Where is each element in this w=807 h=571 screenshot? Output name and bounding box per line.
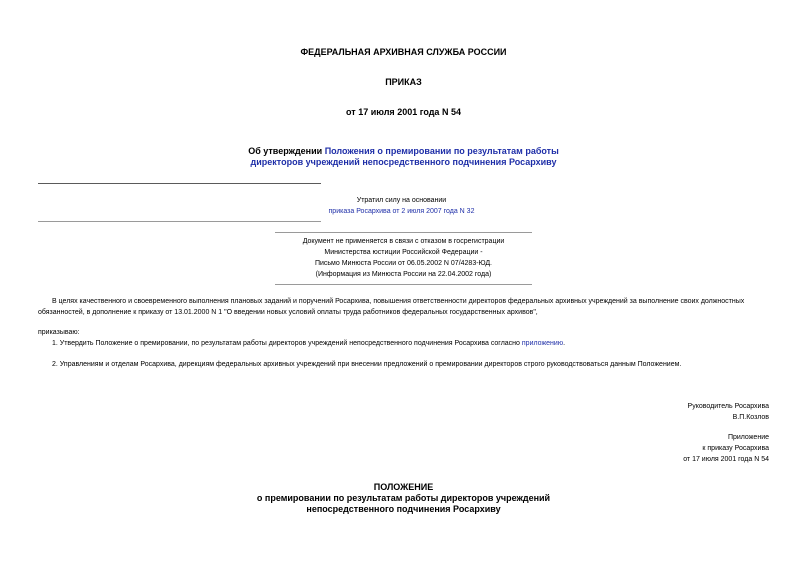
- signatory-name: В.П.Козлов: [732, 414, 769, 421]
- agency-heading: ФЕДЕРАЛЬНАЯ АРХИВНАЯ СЛУЖБА РОССИИ: [300, 47, 507, 57]
- signatory-position: Руководитель Росархива: [687, 403, 769, 410]
- note-bottom-divider: [275, 284, 532, 285]
- regulation-subtitle-line2: непосредственного подчинения Росархиву: [306, 504, 501, 514]
- intro-paragraph-line2: обязанностей, в дополнение к приказу от 13.01.2000 N 1 "О введении новых условий оплаты труда работников федеральных государственных архивов",: [38, 309, 538, 316]
- title-regulation-link-line1[interactable]: Положения о премировании по результатам работы: [324, 146, 559, 156]
- appendix-line-3: от 17 июля 2001 года N 54: [683, 456, 769, 463]
- intro-paragraph-line1: В целях качественного и своевременного выполнения плановых заданий и поручений Росархива, повышения ответственности директоров федеральных архивных учреждений за выполнение своих должностных: [52, 298, 745, 305]
- status-line: Утратил силу на основании: [356, 197, 447, 204]
- appendix-line-1: Приложение: [727, 434, 769, 441]
- title-divider: [38, 183, 321, 184]
- note-line-3: Письмо Минюста России от 06.05.2002 N 07/4283-ЮД.: [314, 260, 493, 267]
- order-item-1: [52, 338, 565, 349]
- item1-end: .: [563, 340, 566, 347]
- document-title: [0, 146, 807, 157]
- title-prefix: Об утверждении: [248, 146, 325, 156]
- appendix-line-2: к приказу Росархива: [702, 445, 769, 452]
- registration-note: [275, 236, 532, 280]
- regulation-title: ПОЛОЖЕНИЕ: [373, 482, 434, 492]
- order-item-2: 2. Управлениям и отделам Росархива, дирекциям федеральных архивных учреждений при внесении предложений о премировании директоров строго руководствоваться данным Положением.: [52, 361, 682, 368]
- item1-text: 1. Утвердить Положение о премировании, по результатам работы директоров учреждений непосредственного подчинения Росархива согласно: [52, 340, 522, 347]
- note-line-2: Министерства юстиции Российской Федерации -: [324, 249, 483, 256]
- document-type-heading: ПРИКАЗ: [385, 77, 422, 87]
- status-divider: [38, 221, 321, 222]
- appendix-reference: [683, 432, 769, 465]
- appendix-link[interactable]: приложению: [521, 340, 564, 347]
- note-line-4: (Информация из Минюста России на 22.04.2002 года): [315, 271, 492, 278]
- order-word: приказываю:: [38, 329, 80, 336]
- order-date-number: от 17 июля 2001 года N 54: [346, 107, 461, 117]
- note-line-1: Документ не применяется в связи с отказом в госрегистрации: [302, 238, 505, 245]
- title-regulation-link-line2[interactable]: директоров учреждений непосредственного подчинения Росархиву: [250, 157, 557, 167]
- regulation-subtitle-line1: о премировании по результатам работы директоров учреждений: [256, 493, 551, 503]
- signature-block: [688, 401, 769, 423]
- repeal-order-link[interactable]: приказа Росархива от 2 июля 2007 года N 32: [328, 208, 475, 215]
- note-top-divider: [275, 232, 532, 233]
- document-title-line2: [0, 157, 807, 168]
